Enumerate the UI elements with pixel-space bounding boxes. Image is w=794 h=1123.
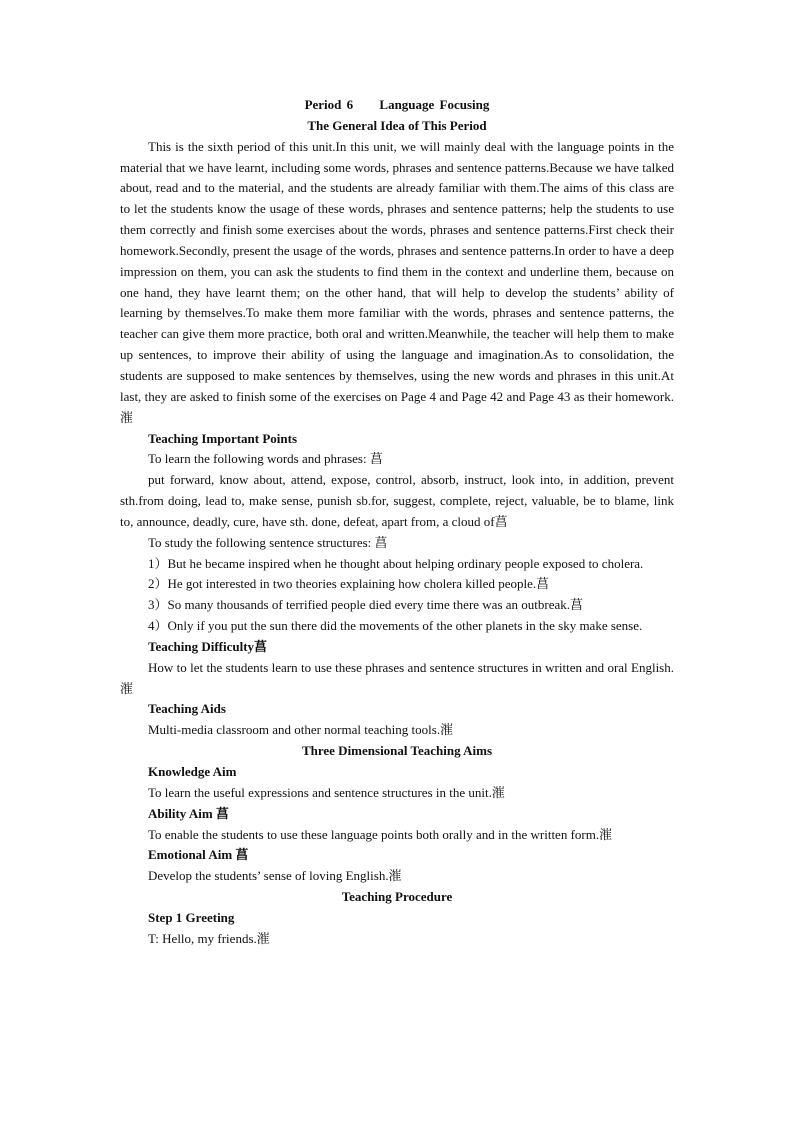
- structure-item: 1）But he became inspired when he thought about helping ordinary people exposed to cholera.: [148, 555, 644, 571]
- ability-aim-text: To enable the students to use these language points both orally and in the written form.漼: [148, 826, 613, 842]
- procedure-title: Teaching Procedure: [341, 889, 453, 905]
- structure-item: 3）So many thousands of terrified people died every time there was an outbreak.菖: [148, 597, 584, 613]
- words-intro: To learn the following words and phrases: 菖: [148, 451, 383, 467]
- structures-intro: To study the following sentence structures: 菖: [148, 534, 388, 550]
- document-page: [120, 95, 674, 950]
- intro-paragraph: This is the sixth period of this unit.In this unit, we will mainly deal with the language points in the material that we have learnt, including some words, phrases and sentence patterns.Because we have talked about, read and to the material, and the students are already familiar with them.The aims of this class are to let the students know the usage of these words, phrases and sentence patterns; help the students to use them correctly and finish some exercises about the words, phrases and sentence patterns.First check their homework.Secondly, present the usage of the words, phrases and sentence patterns.In order to have a deep impression on them, you can ask the students to find them in the context and underline them, because on one hand, they have learnt them; on the other hand, that will help to develop the students’ ability of learning by themselves.To make them more familiar with the words, phrases and sentence patterns, the teacher can give them more practice, both oral and written.Meanwhile, the teacher will help them to make up sentences, to improve their ability of using the language and imagination.As to consolidation, the students are supposed to make sentences by themselves, using the new words and phrases in this unit.At last, they are asked to finish some of the exercises on Page 4 and Page 42 and Page 43 as their homework.漼: [120, 138, 674, 425]
- step1-heading: Step 1 Greeting: [148, 909, 235, 925]
- structure-item: 4）Only if you put the sun there did the movements of the other planets in the sky make sense.: [148, 618, 643, 634]
- emotional-aim-text: Develop the students’ sense of loving English.漼: [148, 868, 402, 884]
- aids-text: Multi-media classroom and other normal teaching tools.漼: [148, 722, 454, 738]
- aids-heading: Teaching Aids: [148, 701, 226, 717]
- page-title: Period 6 Language Focusing: [304, 97, 490, 112]
- knowledge-aim-heading: Knowledge Aim: [148, 764, 237, 779]
- important-points-heading: Teaching Important Points: [148, 430, 298, 446]
- step1-text: T: Hello, my friends.漼: [148, 930, 270, 946]
- difficulty-heading: Teaching Difficulty菖: [148, 638, 268, 654]
- words-list: put forward, know about, attend, expose, control, absorb, instruct, look into, in addition, prevent sth.from doing, lead to, make sense, punish sb.for, suggest, complete, reject, valuable, be to blame, link to, announce, deadly, cure, have sth. done, defeat, apart from, a cloud of菖: [120, 472, 674, 529]
- difficulty-text: How to let the students learn to use these phrases and sentence structures in written and oral English.漼: [120, 659, 674, 696]
- aims-title: Three Dimensional Teaching Aims: [301, 743, 493, 759]
- ability-aim-heading: Ability Aim 菖: [148, 805, 229, 821]
- structure-item: 2）He got interested in two theories explaining how cholera killed people.菖: [148, 576, 550, 592]
- page-subtitle: The General Idea of This Period: [307, 117, 487, 133]
- knowledge-aim-text: To learn the useful expressions and sentence structures in the unit.漼: [148, 784, 505, 800]
- emotional-aim-heading: Emotional Aim 菖: [148, 847, 249, 863]
